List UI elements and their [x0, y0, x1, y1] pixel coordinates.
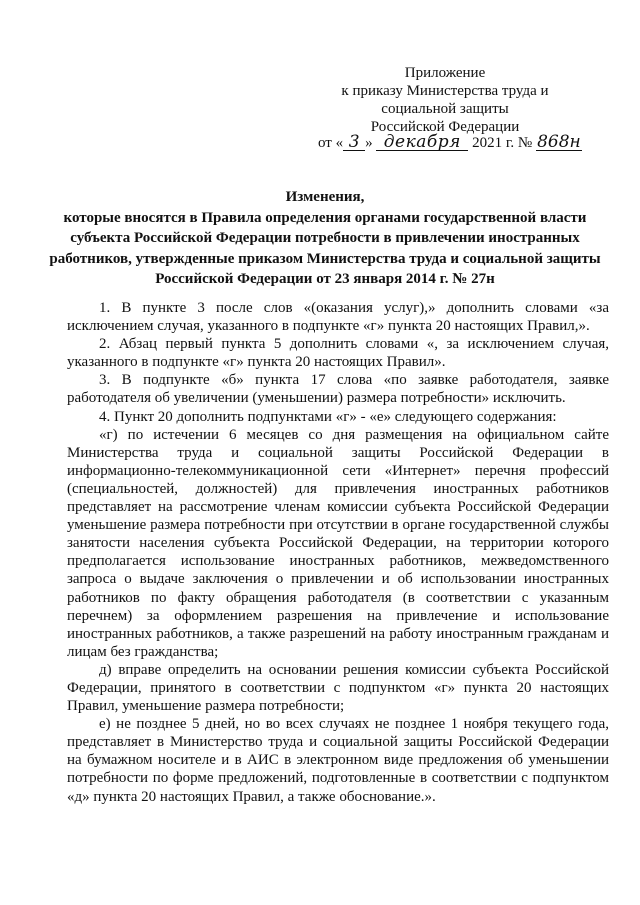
subparagraph-e: е) не позднее 5 дней, но во всех случаях не позднее 1 ноября текущего года, представляет в Министерство труда и социальной защиты Российской Федерации на бумажном носителе и в АИС в электронном виде предложения об уменьшении потребности по форме предложений, подготовленные в соответствии с подпунктом «д» пункта 20 настоящих Правил, а также обоснование.». [67, 716, 609, 805]
title-subtitle: которые вносятся в Правила определения органами государственной власти субъекта Российской Федерации потребности в привлечении иностранных работников, утвержденные приказом Министерства труда и социальной защиты Российской Федерации от 23 января 2014 г. № 27н [49, 209, 601, 287]
order-number-handwritten: 868н [537, 132, 581, 152]
document-title [40, 187, 610, 290]
subparagraph-g: «г) по истечении 6 месяцев со дня размещения на официальном сайте Министерства труда и социальной защиты Российской Федерации в информационно-телекоммуникационной сети «Интернет» перечня профессий (специальностей, должностей) для привлечения иностранных работников представляет на рассмотрение членам комиссии субъекта Российской Федерации уменьшение размера потребности при отсутствии в органе государственной службы занятости населения субъекта Российской Федерации, на территории которого предполагается использование иностранных работников, межведомственного запроса о выдаче заключения о привлечении и об использовании иностранных работников по факту обращения работодателя (в соответствии с указанным перечнем) за оформлением разрешения на привлечение и использование иностранных работников, а также разрешений на работу иностранным гражданам и лицам без гражданства; [67, 426, 609, 660]
order-mid: » [365, 135, 373, 151]
paragraph-1: 1. В пункте 3 после слов «(оказания услуг),» дополнить словами «за исключением случая, указанного в подпункте «г» пункта 20 настоящих Правил,». [67, 300, 609, 335]
order-year: 2021 г. № [472, 135, 533, 151]
appendix-label: Приложение [404, 65, 486, 81]
appendix-ministry-line: социальной защиты [381, 101, 509, 117]
appendix-header [300, 64, 590, 136]
subparagraph-d: д) вправе определить на основании решения комиссии субъекта Российской Федерации, принятого в соответствии с подпунктом «г» пункта 20 настоящих Правил, уменьшение размера потребности; [67, 661, 609, 715]
paragraph-3: 3. В подпункте «б» пункта 17 слова «по заявке работодателя, заявке работодателя об увеличении (уменьшении) размера потребности» исключить. [67, 372, 609, 407]
paragraph-2: 2. Абзац первый пункта 5 дополнить словами «, за исключением случая, указанного в подпункте «г» пункта 20 настоящих Правил». [67, 336, 609, 371]
order-date-number [318, 134, 618, 152]
order-month-handwritten: декабря [376, 134, 468, 151]
paragraph-4: 4. Пункт 20 дополнить подпунктами «г» - «е» следующего содержания: [99, 408, 557, 425]
order-day-handwritten: 3 [343, 134, 365, 151]
document-body [67, 299, 609, 806]
appendix-order-ref: к приказу Министерства труда и [341, 83, 549, 99]
appendix-country-line: Российской Федерации [370, 119, 520, 135]
order-prefix: от « [318, 135, 344, 151]
title-heading: Изменения, [285, 189, 365, 205]
